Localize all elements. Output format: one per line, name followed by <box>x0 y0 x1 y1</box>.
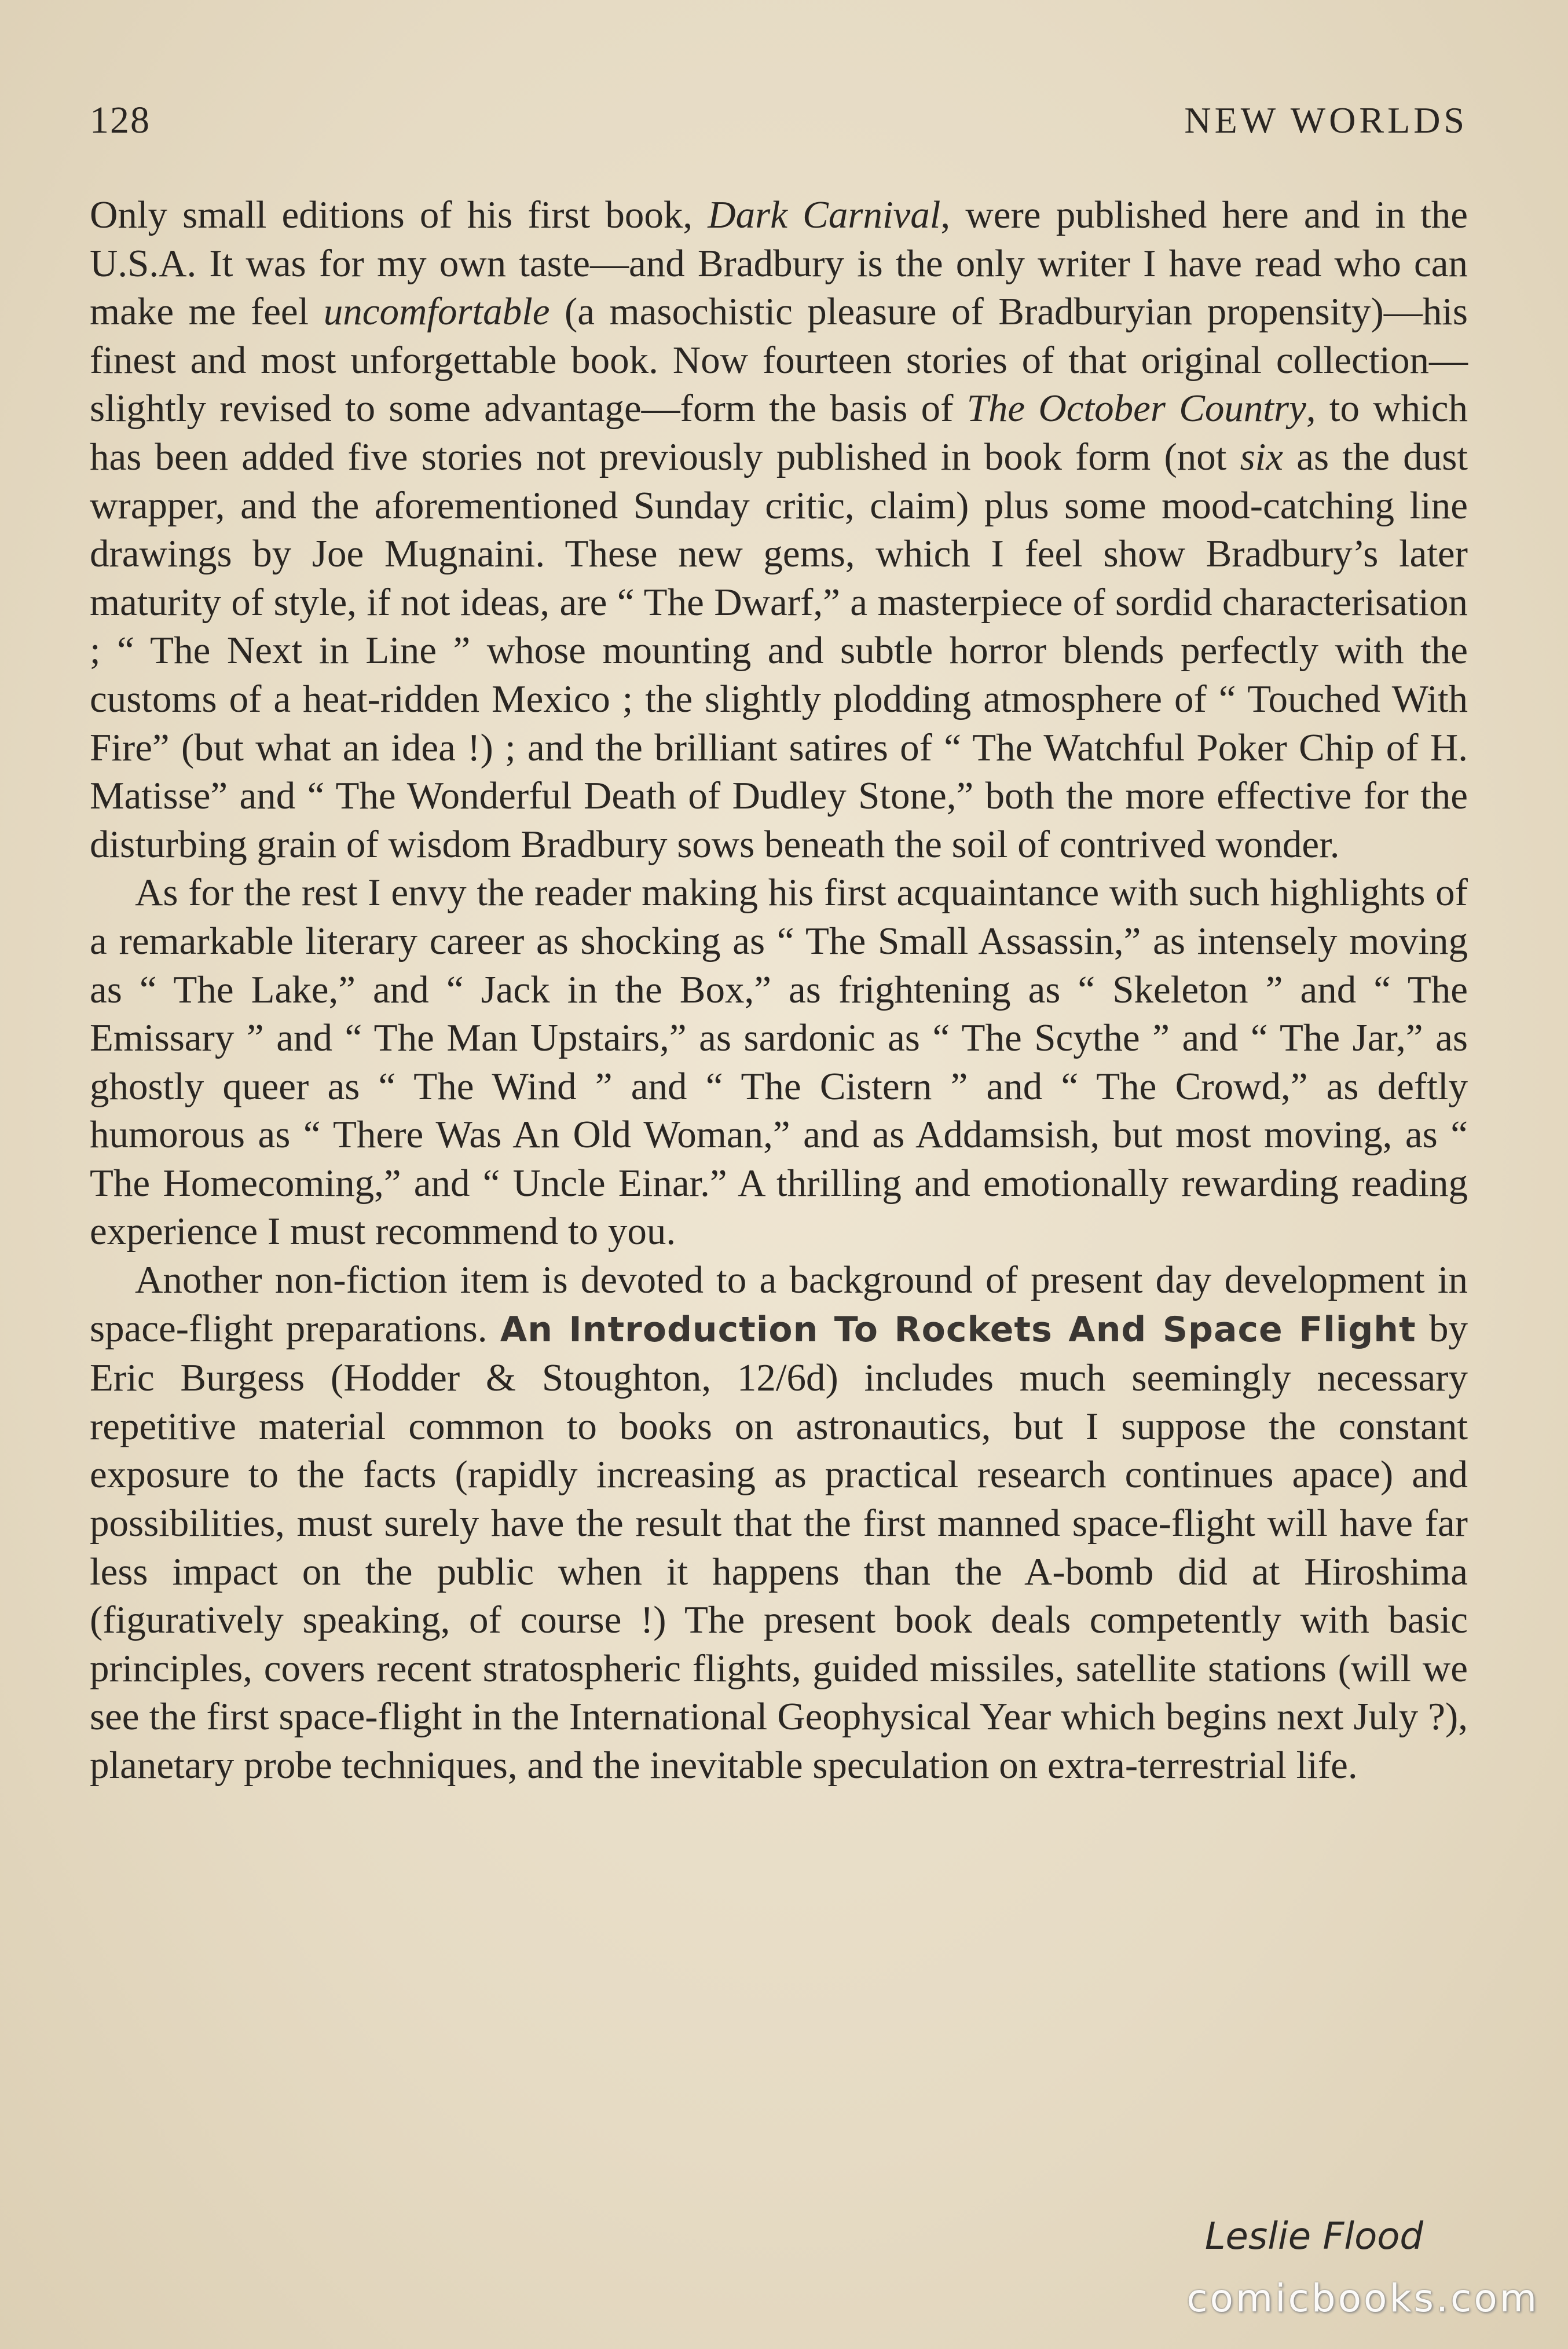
text-segment: Only small editions of his first book, <box>90 193 708 236</box>
article-body <box>90 191 1468 1790</box>
paragraph-3 <box>90 1256 1468 1790</box>
paragraph-2: As for the rest I envy the reader making his first acquaintance with such highlights of a remarkable literary career as shocking as “ The Small Assassin,” as intensely moving as “ The Lake,” and “ Jack in the Box,” as frightening as “ Skeleton ” and “ The Emissary ” and “ The Man Upstairs,” as sardonic as “ The Scythe ” and “ The Jar,” as ghostly queer as “ The Wind ” and “ The Cistern ” and “ The Crowd,” as deftly humorous as “ There Was An Old Woman,” and as Addamsish, but most moving, as “ The Homecoming,” and “ Uncle Einar.” A thrilling and emotionally rewarding reading experience I must recommend to you. <box>90 871 1468 1253</box>
running-title: NEW WORLDS <box>1184 100 1468 141</box>
watermark: comicbooks.com <box>1186 2276 1539 2321</box>
text-segment: , to which has been added five stories not previously published in book form (not <box>90 387 1468 478</box>
paragraph-1 <box>90 191 1468 869</box>
text-segment: Another non-fiction item is devoted to a background of present day development in space-flight preparations. <box>90 1258 1468 1350</box>
text-segment: , were published here and in the U.S.A. It was for my own taste—and Bradbury is the only writer I have read who can make me feel <box>90 193 1468 334</box>
book-title-italic: Dark Carnival <box>708 193 941 236</box>
emphasis: six <box>1240 435 1284 478</box>
page-number: 128 <box>90 99 151 141</box>
running-header <box>90 98 1468 142</box>
book-title-italic: The October Country <box>966 387 1306 430</box>
emphasis: uncomfortable <box>323 290 550 334</box>
book-title-bold: An Introduction To Rockets And Space Flight <box>500 1309 1416 1350</box>
text-segment: by Eric Burgess (Hodder & Stoughton, 12/6d) includes much seemingly necessary repetitive material common to books on astronautics, but I suppose the constant exposure to the facts (rapidly increasing as practical research continues apace) and possibilities, must surely have the result that the first manned space-flight will have far less impact on the public when it happens than the A-bomb did at Hiroshima (figuratively speaking, of course !) The present book deals competently with basic principles, covers recent stratospheric flights, guided missiles, satellite stations (will we see the first space-flight in the International Geophysical Year which begins next July ?), planetary probe techniques, and the inevitable speculation on extra-terrestrial life. <box>90 1307 1468 1787</box>
text-segment: as the dust wrapper, and the aforementioned Sunday critic, claim) plus some mood-catching line drawings by Joe Mugnaini. These new gems, which I feel show Bradbury’s later maturity of style, if not ideas, are “ The Dwarf,” a masterpiece of sordid characterisation ; “ The Next in Line ” whose mounting and subtle horror blends perfectly with the customs of a heat-ridden Mexico ; the slightly plodding atmosphere of “ Touched With Fire” (but what an idea !) ; and the brilliant satires of “ The Watchful Poker Chip of H. Matisse” and “ The Wonderful Death of Dudley Stone,” both the more effective for the disturbing grain of wisdom Bradbury sows beneath the soil of contrived wonder. <box>90 435 1468 866</box>
text-segment: (a masochistic pleasure of Bradburyian propensity)—his finest and most unforgettable book. Now fourteen stories of that original collection—slightly revised to some advantage—form the basis of <box>90 290 1468 430</box>
author-signature: Leslie Flood <box>1204 2215 1423 2258</box>
